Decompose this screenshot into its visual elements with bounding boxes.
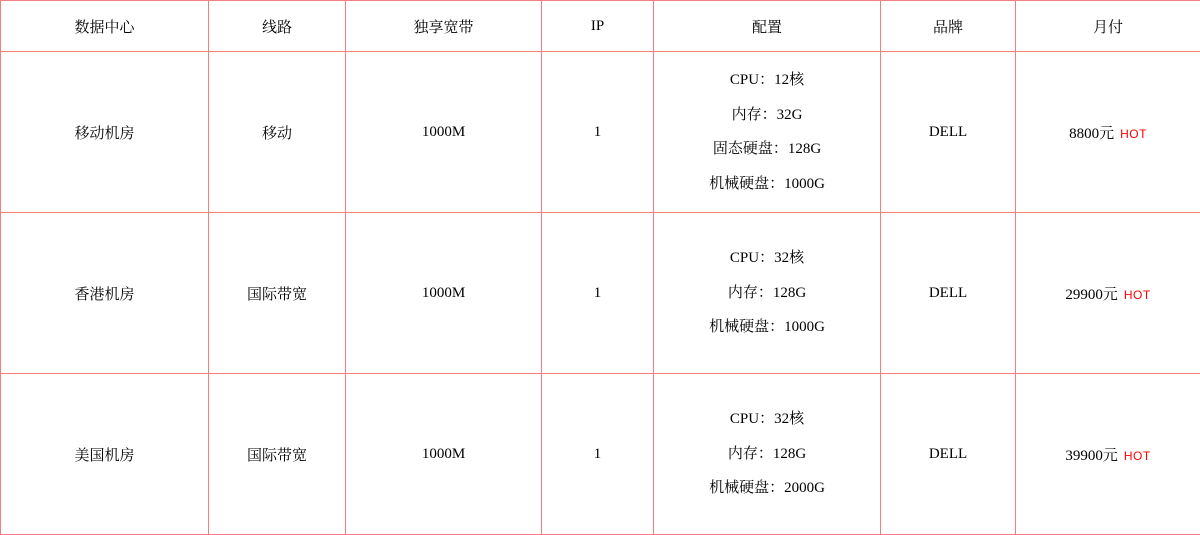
table-body: [1, 52, 1200, 535]
config-line-cpu: CPU：12核: [656, 63, 878, 98]
config-line-memory: 内存：128G: [656, 276, 878, 311]
column-header-price: 月付: [1016, 1, 1200, 52]
price-value: 39900元: [1065, 448, 1118, 464]
cell-brand: DELL: [881, 374, 1016, 535]
cell-datacenter: 香港机房: [1, 213, 209, 374]
column-header-brand: 品牌: [881, 1, 1016, 52]
cell-bandwidth: 1000M: [346, 374, 542, 535]
cell-config: [654, 374, 881, 535]
column-header-bandwidth: 独享宽带: [346, 1, 542, 52]
table-header: [1, 1, 1200, 52]
cell-brand: DELL: [881, 52, 1016, 213]
column-header-line: 线路: [209, 1, 346, 52]
cell-price: [1016, 374, 1200, 535]
config-line-ssd: 固态硬盘：128G: [656, 132, 878, 167]
table-row: [1, 213, 1200, 374]
column-header-ip: IP: [542, 1, 654, 52]
cell-price: [1016, 52, 1200, 213]
column-header-datacenter: 数据中心: [1, 1, 209, 52]
cell-line: 移动: [209, 52, 346, 213]
cell-config: [654, 213, 881, 374]
config-line-hdd: 机械硬盘：1000G: [656, 310, 878, 345]
config-line-cpu: CPU：32核: [656, 402, 878, 437]
cell-datacenter: 移动机房: [1, 52, 209, 213]
cell-line: 国际带宽: [209, 213, 346, 374]
table-row: [1, 52, 1200, 213]
price-value: 29900元: [1065, 287, 1118, 303]
price-value: 8800元: [1069, 126, 1114, 142]
config-line-memory: 内存：128G: [656, 437, 878, 472]
table-row: [1, 374, 1200, 535]
cell-bandwidth: 1000M: [346, 52, 542, 213]
cell-datacenter: 美国机房: [1, 374, 209, 535]
cell-ip: 1: [542, 374, 654, 535]
header-row: [1, 1, 1200, 52]
cell-ip: 1: [542, 52, 654, 213]
config-line-cpu: CPU：32核: [656, 241, 878, 276]
cell-brand: DELL: [881, 213, 1016, 374]
cell-ip: 1: [542, 213, 654, 374]
config-line-hdd: 机械硬盘：1000G: [656, 167, 878, 202]
column-header-config: 配置: [654, 1, 881, 52]
config-line-hdd: 机械硬盘：2000G: [656, 471, 878, 506]
cell-config: [654, 52, 881, 213]
hot-badge: HOT: [1120, 127, 1147, 141]
hot-badge: HOT: [1124, 449, 1151, 463]
config-line-memory: 内存：32G: [656, 98, 878, 133]
hot-badge: HOT: [1124, 288, 1151, 302]
cell-price: [1016, 213, 1200, 374]
cell-bandwidth: 1000M: [346, 213, 542, 374]
cell-line: 国际带宽: [209, 374, 346, 535]
